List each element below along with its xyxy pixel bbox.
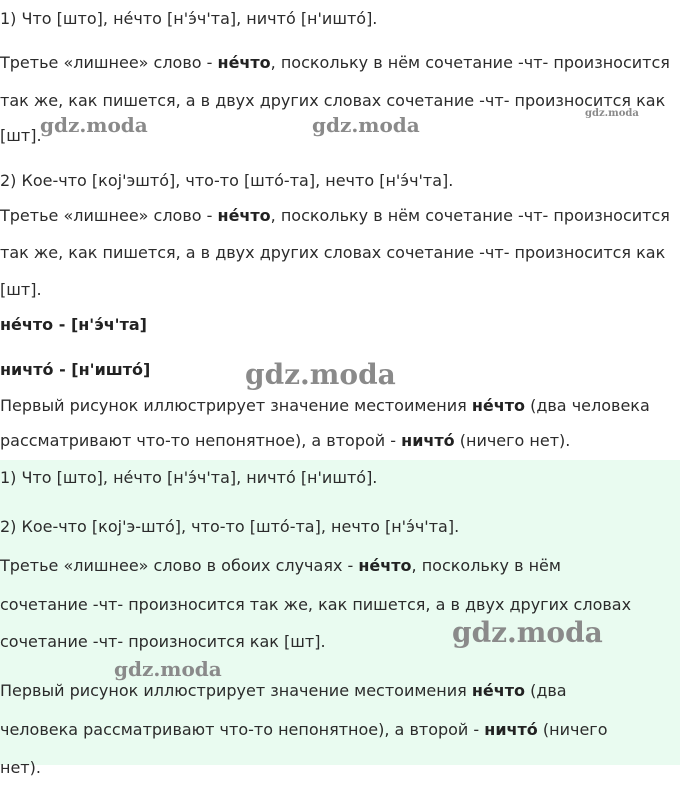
watermark: gdz.moda bbox=[40, 113, 148, 137]
watermark: gdz.moda bbox=[312, 113, 420, 137]
paragraph-line: [шт]. bbox=[0, 126, 42, 145]
paragraph-line: человека рассматривают что-то непонятное), а второй - ничто́ (ничего bbox=[0, 720, 608, 739]
paragraph-line: так же, как пишется, а в двух других словах сочетание -чт- произносится как bbox=[0, 243, 666, 262]
answer-line-1: 1) Что [што], не́что [н'э́ч'та], ничто́ [н'ишто́]. bbox=[0, 9, 378, 28]
watermark: gdz.moda bbox=[114, 657, 222, 681]
answer-line-1: 1) Что [што], не́что [н'э́ч'та], ничто́ [н'ишто́]. bbox=[0, 468, 378, 487]
answer-line-2: 2) Кое-что [кој'э-што́], что-то [што́-та], нечто [н'э́ч'та]. bbox=[0, 517, 460, 536]
watermark: gdz.moda bbox=[452, 616, 603, 649]
bold-line: ничто́ - [н'ишто́] bbox=[0, 360, 151, 379]
paragraph-line: Третье «лишнее» слово - не́что, поскольку в нём сочетание -чт- произносится bbox=[0, 53, 670, 72]
paragraph-line: Третье «лишнее» слово - не́что, поскольку в нём сочетание -чт- произносится bbox=[0, 206, 670, 225]
paragraph-line: сочетание -чт- произносится как [шт]. bbox=[0, 632, 326, 651]
bold-line: не́что - [н'э́ч'та] bbox=[0, 315, 147, 334]
paragraph-line: [шт]. bbox=[0, 280, 42, 299]
watermark: gdz.moda bbox=[585, 108, 639, 119]
paragraph-line: Первый рисунок иллюстрирует значение местоимения не́что (два человека bbox=[0, 396, 650, 415]
paragraph-line: Третье «лишнее» слово в обоих случаях - не́что, поскольку в нём bbox=[0, 556, 561, 575]
paragraph-line: рассматривают что-то непонятное), а второй - ничто́ (ничего нет). bbox=[0, 431, 571, 450]
paragraph-line: сочетание -чт- произносится так же, как пишется, а в двух других словах bbox=[0, 595, 632, 614]
paragraph-line: так же, как пишется, а в двух других словах сочетание -чт- произносится как bbox=[0, 91, 666, 110]
answer-line-2: 2) Кое-что [кој'эшто́], что-то [што́-та], нечто [н'э́ч'та]. bbox=[0, 171, 454, 190]
paragraph-line: Первый рисунок иллюстрирует значение местоимения не́что (два bbox=[0, 681, 567, 700]
paragraph-line-cut: нет). bbox=[0, 758, 41, 777]
watermark: gdz.moda bbox=[245, 358, 396, 391]
